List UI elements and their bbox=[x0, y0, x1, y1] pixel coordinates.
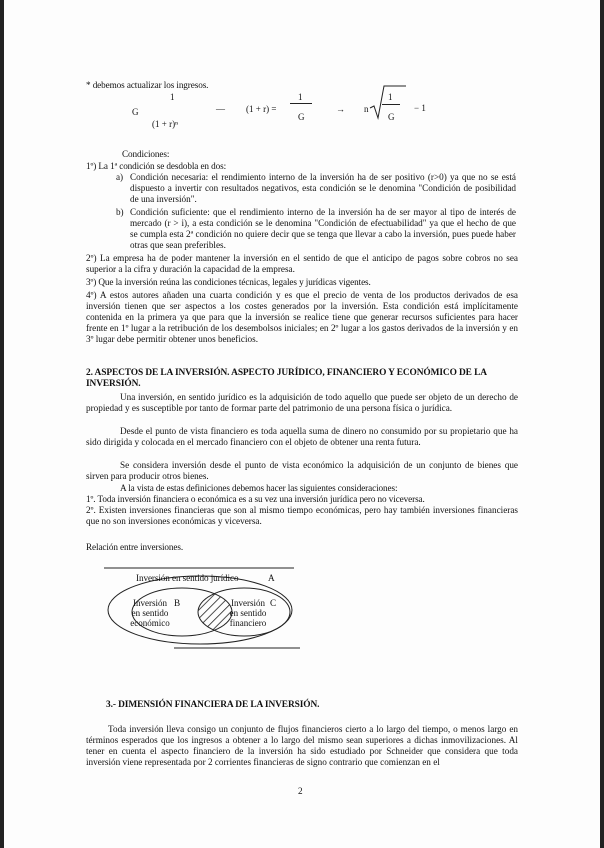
scan-edge-right bbox=[600, 0, 604, 848]
diagram-label-a: A bbox=[268, 573, 275, 583]
formula-den1-right: (1 + r)ⁿ bbox=[152, 119, 178, 129]
formula-num2: 1 bbox=[298, 92, 303, 102]
fraction-bar bbox=[290, 103, 312, 104]
condition-1: 1º) La 1ª condición se desdobla en dos: bbox=[86, 161, 227, 171]
condition-a-label: a) bbox=[116, 172, 123, 182]
condition-3: 3º) Que la inversión reúna las condiciones técnicas, legales y jurídicas vigentes. bbox=[86, 277, 371, 287]
radicand-num: 1 bbox=[388, 92, 393, 102]
formula-arrow: → bbox=[336, 104, 345, 114]
section-2-p1: Una inversión, en sentido jurídico es la adquisición de todo aquello que puede ser objeto de un derecho de propiedad y es susceptible por tanto de formar parte del patrimonio de una persona física o jurídica. bbox=[86, 392, 518, 413]
intro-note: * debemos actualizar los ingresos. bbox=[86, 80, 209, 90]
condition-4: 4º) A estos autores añaden una cuarta condición y es que el precio de venta de los productos derivados de esa inversión tienen que ser aspectos a los costes generados por la inversión. Esta condición está implícitamente contenida en la primera ya que para que la inversión se realice tiene que generar recursos suficientes para hacer frente en 1º lugar a la retribución de los desembolsos iniciales; en 2º lugar a los gastos derivados de la inversión y en 3º lugar debe permitir obtener unos beneficios. bbox=[86, 290, 518, 344]
section-3-title: 3.- DIMENSIÓN FINANCIERA DE LA INVERSIÓN. bbox=[106, 700, 320, 710]
formula-num1: 1 bbox=[170, 92, 175, 102]
formula-lhs: (1 + r) = bbox=[246, 104, 277, 114]
section-2-p2: Desde el punto de vista financiero es toda aquella suma de dinero no consumido por su propietario que ha sido dirigida y colocada en el mercado financiero con el objeto de obtener una renta futura. bbox=[86, 426, 518, 447]
diagram-left-label: Inversión en sentido económico bbox=[130, 598, 170, 628]
section-3-p1: Toda inversión lleva consigo un conjunto de flujos financieros cierto a lo largo del tiempo, o menos largo en términos esperados que los ingresos a obtener a lo largo del mismo sean superiores a dichas inmovilizaciones. Al tener en cuenta el aspecto financiero de la inversión ha sido estudiado por Schneider que considera que toda inversión viene representada por 2 corrientes financieras de signo contrario que comienzan en el bbox=[86, 724, 518, 767]
condition-b-label: b) bbox=[116, 207, 124, 217]
section-2-p3: Se considera inversión desde el punto de vista económico la adquisición de un conjunto de bienes que sirven para producir otros bienes. bbox=[86, 460, 518, 481]
section-2-item-1: 1º. Toda inversión financiera o económica es a su vez una inversión jurídica pero no viceversa. bbox=[86, 494, 425, 504]
section-2-p4: A la vista de estas definiciones debemos hacer las siguientes consideraciones: bbox=[120, 483, 398, 493]
formula-den2: G bbox=[298, 112, 305, 122]
condition-a-text: Condición necesaria: el rendimiento interno de la inversión ha de ser positivo (r>0) ya que no se está dispuesto a invertir con resultados negativos, esta condición se le denomina "Condición de posibilidad de una inversión". bbox=[130, 172, 516, 204]
condition-2: 2º) La empresa ha de poder mantener la inversión en el sentido de que el anticipo de pagos sobre cobros no sea superior a la cifra y duración la capacidad de la empresa. bbox=[86, 253, 518, 274]
relation-heading: Relación entre inversiones. bbox=[86, 542, 184, 552]
condition-b-text: Condición suficiente: que el rendimiento interno de la inversión ha de ser mayor al tipo de interés de mercado (r > i), a esta condición se le denomina "Condición de efectuabilidad" ya que el hecho de que se cumpla esta 2ª condición no quiere decir que se tenga que llevar a cabo la inversión, pues puede haber otras que sean preferibles. bbox=[130, 207, 516, 250]
diagram-top-label: Inversión en sentido jurídico bbox=[136, 573, 239, 583]
radicand-bar bbox=[382, 104, 400, 105]
formula-dash: — bbox=[216, 104, 225, 114]
diagram-label-c: C bbox=[270, 598, 277, 608]
conditions-title: Condiciones: bbox=[122, 149, 170, 159]
formula-minus-one: − 1 bbox=[414, 103, 426, 113]
diagram-right-label: Inversión en sentido financiero bbox=[229, 598, 267, 628]
radicand-den: G bbox=[388, 112, 395, 122]
section-2-title: 2. ASPECTOS DE LA INVERSIÓN. ASPECTO JURÍDICO, FINANCIERO Y ECONÓMICO DE LA INVERSIÓN. bbox=[86, 368, 487, 389]
root-index: n bbox=[364, 104, 369, 114]
diagram-label-b: B bbox=[174, 598, 181, 608]
page-number: 2 bbox=[298, 786, 303, 796]
section-2-item-2: 2º. Existen inversiones financieras que son al mismo tiempo económicas, pero hay también inversiones financieras que no son inversiones económicas y viceversa. bbox=[86, 505, 518, 526]
scan-edge-left bbox=[0, 0, 4, 848]
formula-den1-left: G bbox=[132, 107, 139, 117]
